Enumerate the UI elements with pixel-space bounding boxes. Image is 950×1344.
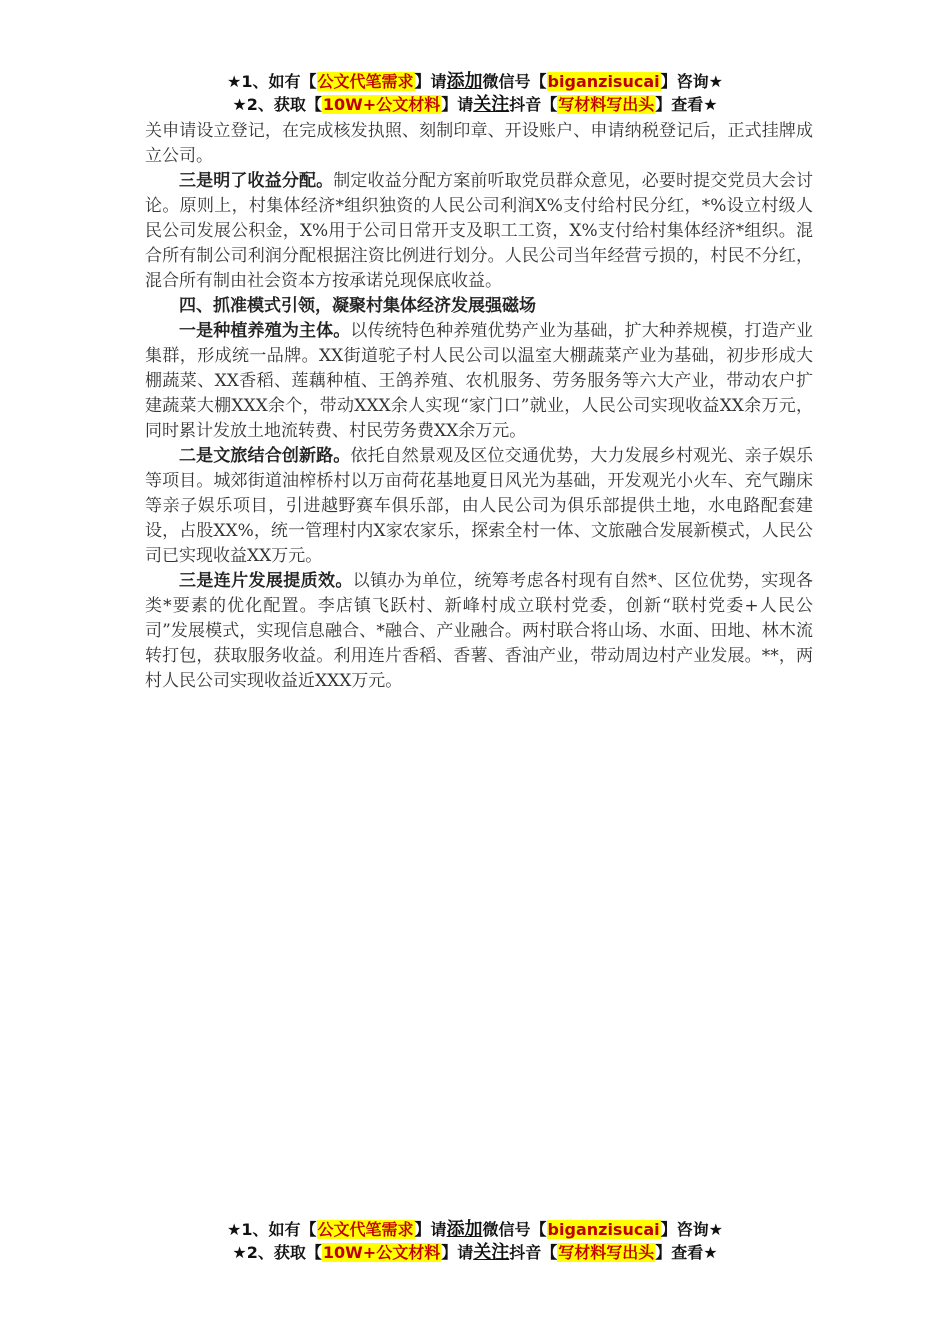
banner-douyin-id: 写材料写出头 (558, 1243, 655, 1262)
banner-douyin-id: 写材料写出头 (558, 95, 655, 114)
banner-emphasis: 关注 (473, 94, 510, 115)
banner-line-2 (0, 1241, 950, 1264)
banner-text: ★2、获取【 (232, 1243, 322, 1262)
banner-highlight: 公文代笔需求 (317, 72, 414, 91)
paragraph-planting-breeding (145, 319, 813, 444)
paragraph-text: 制定收益分配方案前听取党员群众意见，必要时提交党员大会讨论。原则上，村集体经济*组织独资的人民公司利润X%支付给村民分红，*%设立村级人民公司发展公积金，X%用于公司日常开支及职工工资，X%支付给村集体经济*组织。混合所有制公司利润分配根据注资比例进行划分。人民公司当年经营亏损的，村民不分红，混合所有制由社会资本方按承诺兑现保底收益。 (145, 171, 813, 291)
banner-line-1 (0, 1218, 950, 1241)
banner-highlight: 10W+公文材料 (322, 95, 441, 114)
banner-line-2 (0, 93, 950, 116)
banner-wechat-id: biganzisucai (547, 72, 660, 91)
banner-emphasis: 添加 (446, 1219, 483, 1240)
banner-text: ★1、如有【 (227, 1220, 317, 1239)
paragraph-lead: 一是种植养殖为主体。 (179, 321, 351, 341)
paragraph-continuation: 关申请设立登记，在完成核发执照、刻制印章、开设账户、申请纳税登记后，正式挂牌成立公司。 (145, 121, 813, 166)
header-banner (0, 70, 950, 116)
banner-emphasis: 添加 (446, 71, 483, 92)
banner-text: 】咨询★ (660, 1220, 723, 1239)
footer-banner (0, 1218, 950, 1264)
banner-text: 】请 (414, 1220, 447, 1239)
paragraph-text: 依托自然景观及区位交通优势，大力发展乡村观光、亲子娱乐等项目。城郊街道油榨桥村以万亩荷花基地夏日风光为基础，开发观光小火车、充气蹦床等亲子娱乐项目，引进越野赛车俱乐部，由人民公司为俱乐部提供土地，水电路配套建设，占股XX%，统一管理村内X家农家乐，探索全村一体、文旅融合发展新模式，人民公司已实现收益XX万元。 (145, 446, 814, 566)
section-heading: 四、抓准模式引领，凝聚村集体经济发展强磁场 (179, 296, 536, 316)
banner-wechat-id: biganzisucai (547, 1220, 660, 1239)
banner-text: ★1、如有【 (227, 72, 317, 91)
banner-line-1 (0, 70, 950, 93)
paragraph-text: 以传统特色种养殖优势产业为基础，扩大种养规模，打造产业集群，形成统一品牌。XX街道驼子村人民公司以温室大棚蔬菜产业为基础，初步形成大棚蔬菜、XX香稻、莲藕种植、王鸽养殖、农机服务、劳务服务等六大产业，带动农户扩建蔬菜大棚XXX余个，带动XXX余人实现“家门口”就业，人民公司实现收益XX余万元，同时累计发放土地流转费、村民劳务费XX余万元。 (145, 321, 814, 441)
paragraph-contiguous-development (145, 569, 813, 694)
banner-text: 】请 (414, 72, 447, 91)
banner-highlight: 10W+公文材料 (322, 1243, 441, 1262)
banner-text: 】查看★ (655, 95, 718, 114)
banner-text: 】咨询★ (660, 72, 723, 91)
paragraph-text: 以镇办为单位，统筹考虑各村现有自然*、区位优势，实现各类*要素的优化配置。李店镇飞跃村、新峰村成立联村党委，创新“联村党委+人民公司”发展模式，实现信息融合、*融合、产业融合。两村联合将山场、水面、田地、林木流转打包，获取服务收益。利用连片香稻、香薯、香油产业，带动周边村产业发展。**，两村人民公司实现收益近XXX万元。 (145, 571, 813, 691)
banner-text: ★2、获取【 (232, 95, 322, 114)
banner-text: 】查看★ (655, 1243, 718, 1262)
banner-text: 微信号【 (482, 1220, 547, 1239)
banner-text: 】请 (441, 1243, 474, 1262)
document-body (145, 119, 813, 694)
paragraph-lead: 三是明了收益分配。 (179, 171, 334, 191)
banner-emphasis: 关注 (473, 1242, 510, 1263)
banner-text: 】请 (441, 95, 474, 114)
banner-text: 微信号【 (482, 72, 547, 91)
paragraph-culture-tourism (145, 444, 813, 569)
paragraph-lead: 三是连片发展提质效。 (179, 571, 353, 591)
banner-text: 抖音【 (509, 1243, 558, 1262)
banner-highlight: 公文代笔需求 (317, 1220, 414, 1239)
paragraph-lead: 二是文旅结合创新路。 (179, 446, 351, 466)
banner-text: 抖音【 (509, 95, 558, 114)
paragraph-income-distribution (145, 169, 813, 294)
